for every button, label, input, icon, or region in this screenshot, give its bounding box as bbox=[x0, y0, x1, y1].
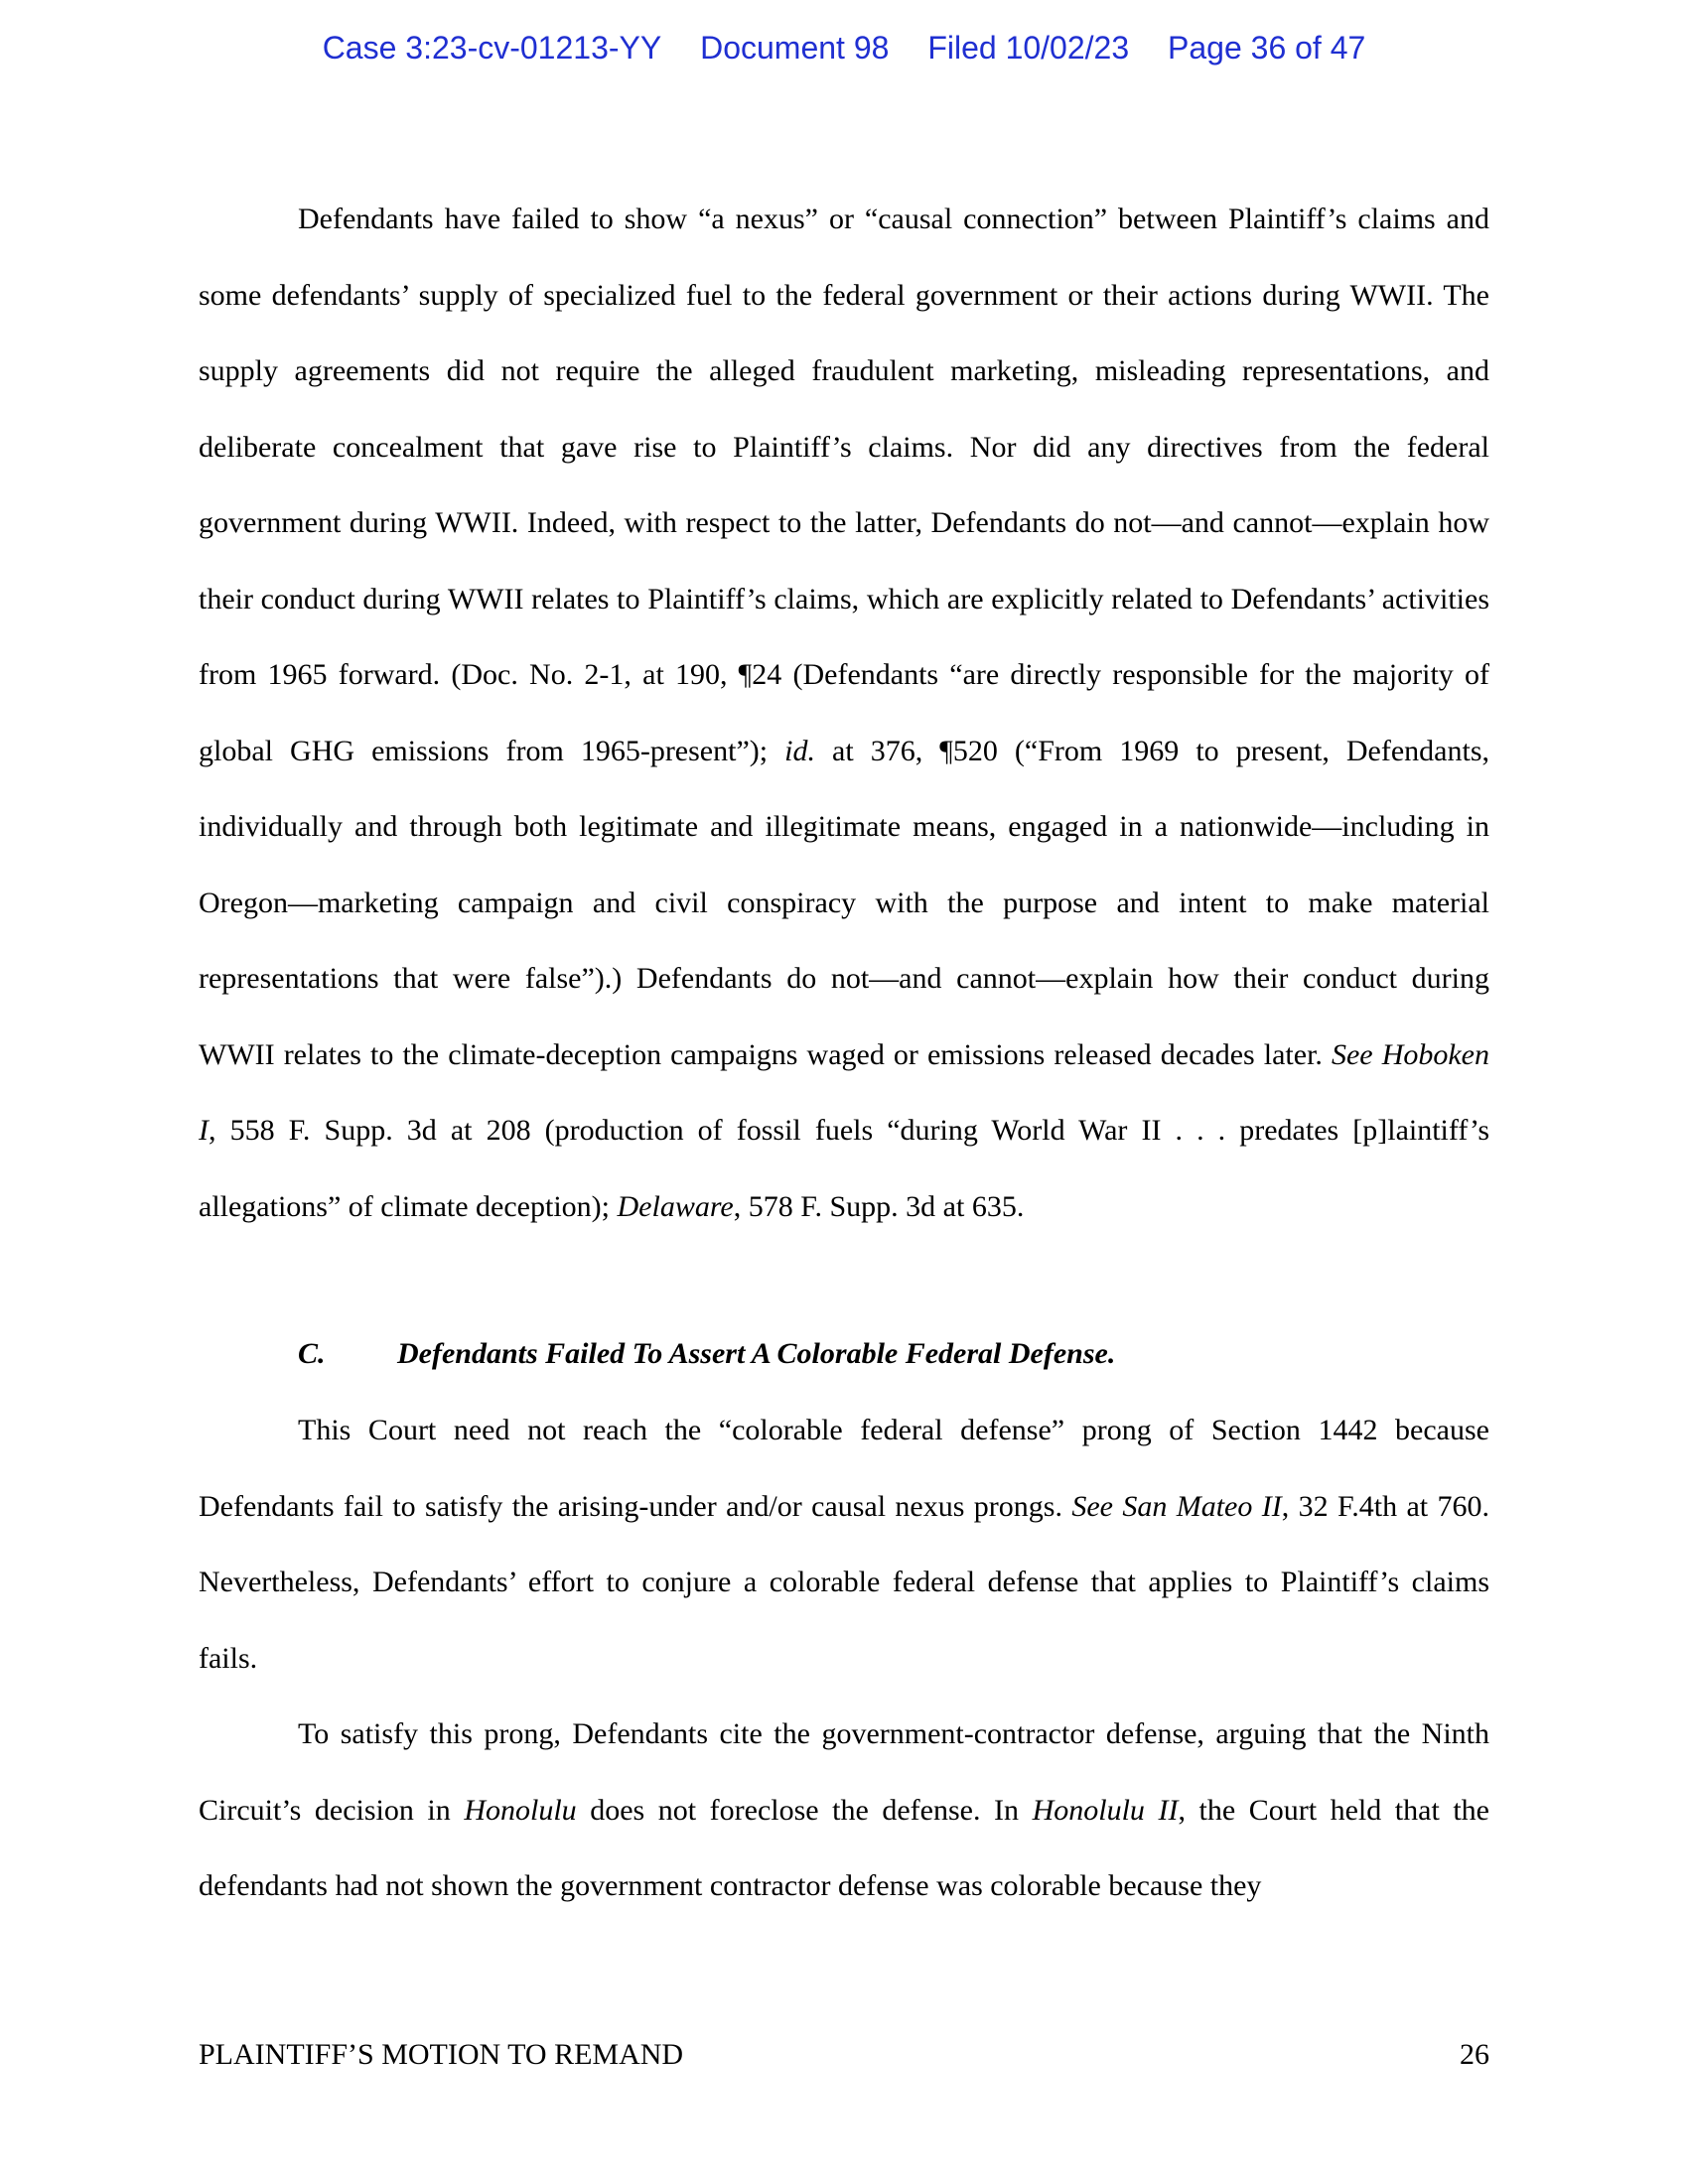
paragraph-government-contractor bbox=[199, 1697, 1489, 1925]
text-run: This Court need not reach the “colorable federal defense” prong of Section 1442 because Defendants fail to satisfy the arising-under and/or causal nexus prongs. bbox=[199, 1414, 1489, 1523]
text-run: at 376, ¶520 (“From 1969 to present, Defendants, individually and through both legitimate and illegitimate means, engaged in a nationwide—including in Oregon—marketing campaign and civil conspiracy with the purpose and intent to make material representations that were false”).) Defendants do not—and cannot—explain how their conduct during WWII relates to the climate-deception campaigns waged or emissions released decades later. bbox=[199, 734, 1489, 1071]
footer-page-number: 26 bbox=[1460, 2038, 1489, 2071]
page-count: Page 36 of 47 bbox=[1168, 30, 1366, 66]
filed-date: Filed 10/02/23 bbox=[927, 30, 1130, 66]
text-run: does not foreclose the defense. In bbox=[576, 1793, 1033, 1827]
section-letter: C. bbox=[298, 1337, 326, 1370]
paragraph-nexus bbox=[199, 182, 1489, 1245]
section-title: Defendants Failed To Assert A Colorable Federal Defense. bbox=[397, 1337, 1116, 1370]
section-heading bbox=[298, 1316, 1115, 1393]
text-run: To satisfy this prong, Defendants cite the government-contractor defense, arguing that the Ninth Circuit’s decision in bbox=[199, 1717, 1489, 1827]
case-number: Case 3:23-cv-01213-YY bbox=[322, 30, 662, 66]
text-run: , 578 F. Supp. 3d at 635. bbox=[733, 1189, 1025, 1223]
paragraph-colorable-defense bbox=[199, 1393, 1489, 1697]
citation-honolulu-ii: Honolulu II bbox=[1032, 1793, 1179, 1827]
footer-title: PLAINTIFF’S MOTION TO REMAND bbox=[199, 2038, 684, 2071]
citation-id: id. bbox=[784, 734, 815, 767]
text-run: Defendants have failed to show “a nexus” or “causal connection” between Plaintiff’s claims and some defendants’ supply of specialized fuel to the federal government or their actions during WWII. The supply agreements did not require the alleged fraudulent marketing, misleading representations, and deliberate concealment that gave rise to Plaintiff’s claims. Nor did any directives from the federal government during WWII. Indeed, with respect to the latter, Defendants do not—and cannot—explain how their conduct during WWII relates to Plaintiff’s claims, which are explicitly related to Defendants’ activities from 1965 forward. (Doc. No. 2-1, at 190, ¶24 (Defendants “are directly responsible for the majority of global GHG emissions from 1965-present”); bbox=[199, 203, 1489, 767]
citation-delaware: Delaware bbox=[617, 1189, 734, 1223]
citation-honolulu: Honolulu bbox=[464, 1793, 577, 1827]
text-run: , 558 F. Supp. 3d at 208 (production of fossil fuels “during World War II . . . predates [p]laintiff’s allegations” of climate deception); bbox=[199, 1114, 1489, 1223]
text-run: , the Court held that the defendants had not shown the government contractor defense was colorable because they bbox=[199, 1793, 1489, 1902]
text-run: , 32 F.4th at 760. Nevertheless, Defendants’ effort to conjure a colorable federal defense that applies to Plaintiff’s claims fails. bbox=[199, 1489, 1489, 1675]
citation-san-mateo: See San Mateo II bbox=[1071, 1489, 1282, 1523]
document-number: Document 98 bbox=[700, 30, 890, 66]
citation-hoboken: See Hoboken I bbox=[199, 1037, 1489, 1147]
ecf-header bbox=[0, 30, 1688, 67]
